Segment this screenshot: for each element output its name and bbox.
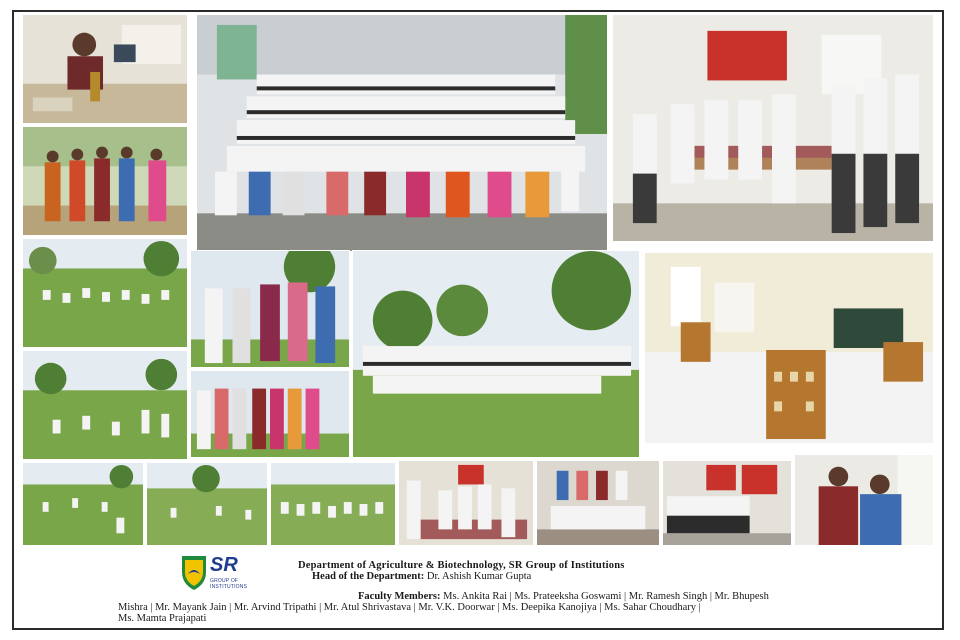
department-title: Department of Agriculture & Biotechnology, SR Group of Institutions: [298, 560, 625, 571]
photo-two-faculty: [794, 454, 934, 546]
photo-field-work-1: [22, 238, 188, 348]
photo-students-field: [352, 250, 640, 458]
faculty-names-1: Ms. Ankita Rai | Ms. Prateeksha Goswami | Mr. Ramesh Singh | Mr. Bhupesh: [440, 591, 769, 602]
sr-group-logo: [170, 552, 270, 592]
photo-hod-office: [22, 14, 188, 124]
photo-faculty-field-2: [190, 370, 350, 458]
photo-faculty-group: [22, 126, 188, 236]
faculty-line-3: Ms. Mamta Prajapati: [118, 613, 207, 624]
logo-subtext: GROUP OF INSTITUTIONS: [210, 578, 248, 590]
head-name: Dr. Ashish Kumar Gupta: [424, 571, 532, 582]
photo-field-work-5: [270, 462, 396, 546]
head-label: Head of the Department:: [312, 571, 425, 582]
photo-field-work-2: [22, 350, 188, 460]
photo-field-work-4: [146, 462, 268, 546]
photo-onion-sorting: [612, 14, 934, 242]
photo-field-work-3: [22, 462, 144, 546]
faculty-line-2: Mishra | Mr. Mayank Jain | Mr. Arvind Tripathi | Mr. Atul Shrivastava | Mr. V.K. Doorwar | Ms. Deepika Kanojiya | Ms. Sahar Choudhary |: [118, 602, 701, 613]
faculty-label: Faculty Members:: [358, 591, 441, 602]
photo-department-group: [196, 14, 608, 252]
photo-lab-group-2: [536, 460, 660, 546]
photo-laboratory: [644, 252, 934, 444]
photo-faculty-field: [190, 250, 350, 368]
photo-lab-students: [662, 460, 792, 546]
photo-lab-group-1: [398, 460, 534, 546]
head-of-department: [312, 571, 531, 583]
logo-text: SR: [210, 554, 238, 576]
